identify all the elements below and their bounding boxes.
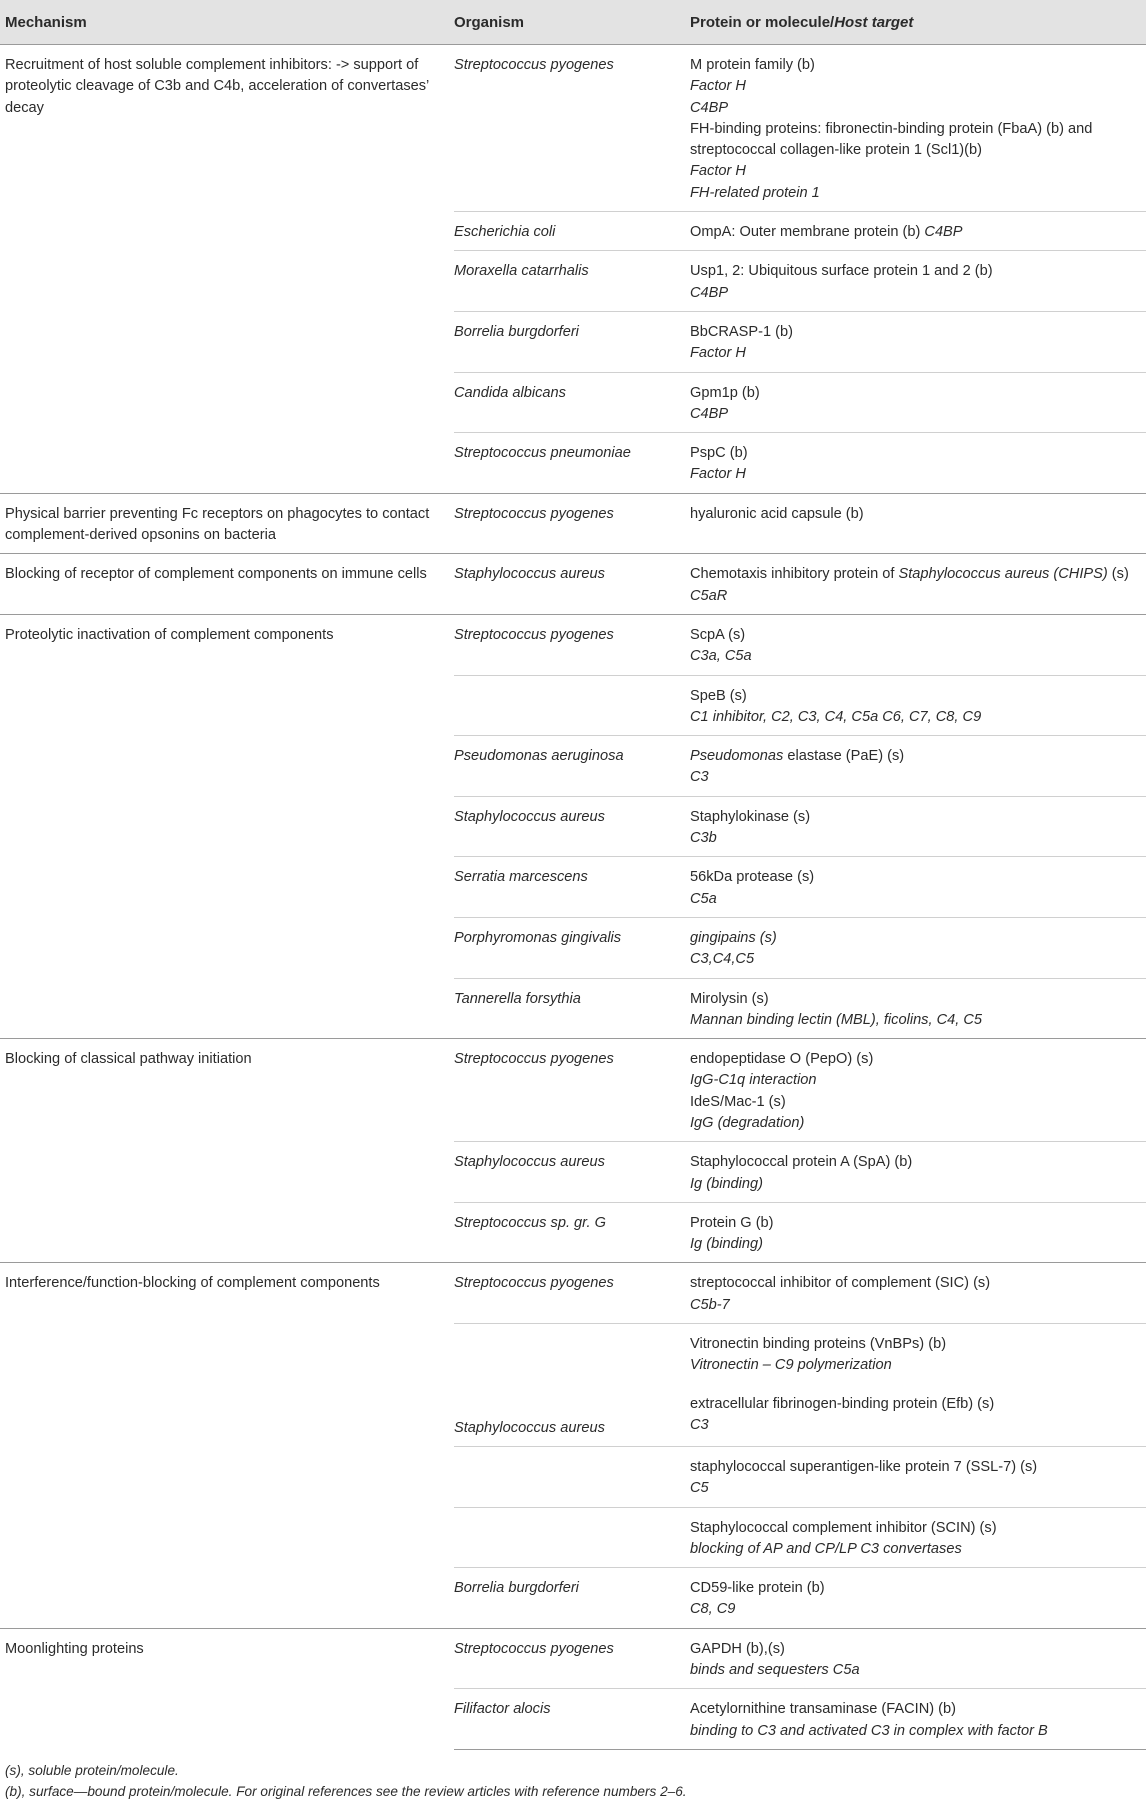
header-protein-host-target <box>690 0 1146 45</box>
protein-line <box>690 1578 1138 1599</box>
mechanism-cell: Blocking of classical pathway initiation <box>0 1039 454 1263</box>
line-text: C1 inhibitor, C2, C3, C4, C5a C6, C7, C8, C9 <box>690 708 982 725</box>
line-text: C3a, C5a <box>690 648 752 665</box>
protein-line <box>690 564 1138 585</box>
table-row <box>0 614 1146 675</box>
line-text: C8, C9 <box>690 1601 736 1618</box>
organism-cell: Moraxella catarrhalis <box>454 251 690 312</box>
protein-cell <box>690 45 1146 212</box>
protein-line <box>690 1394 1138 1415</box>
line-text: Vitronectin binding proteins (VnBPs) (b) <box>690 1336 947 1353</box>
host-target-line <box>690 1234 1138 1255</box>
protein-line <box>690 625 1138 646</box>
line-text: C3,C4,C5 <box>690 951 755 968</box>
protein-cell <box>690 1039 1146 1142</box>
protein-line <box>690 1518 1138 1539</box>
mechanism-cell: Moonlighting proteins <box>0 1628 454 1749</box>
host-target-line <box>690 161 1138 182</box>
protein-cell <box>690 1568 1146 1629</box>
footnote: (s), soluble protein/molecule. <box>5 1762 179 1778</box>
host-target-line <box>690 828 1138 849</box>
organism-cell: Staphylococcus aureus <box>454 1142 690 1203</box>
protein-cell <box>690 857 1146 918</box>
host-target-line <box>690 1010 1138 1031</box>
line-text: IgG-C1q interaction <box>690 1072 817 1089</box>
protein-cell <box>690 917 1146 978</box>
host-target-line <box>690 889 1138 910</box>
protein-line <box>690 1639 1138 1660</box>
organism-cell: Tannerella forsythia <box>454 978 690 1039</box>
line-text: PspC (b) <box>690 445 748 462</box>
line-text: Chemotaxis inhibitory protein of <box>690 566 899 583</box>
line-text: extracellular fibrinogen-binding protein (Efb) (s) <box>690 1395 995 1412</box>
line-text: IdeS/Mac-1 (s) <box>690 1093 786 1110</box>
protein-line <box>690 989 1138 1010</box>
line-text: streptococcal inhibitor of complement (SIC) (s) <box>690 1275 991 1292</box>
protein-line <box>690 504 1138 525</box>
protein-cell <box>690 1507 1146 1568</box>
line-text: C4BP <box>690 99 729 116</box>
protein-line <box>690 1457 1138 1478</box>
organism-cell: Staphylococcus aureus <box>454 796 690 857</box>
line-text: Factor H <box>690 345 746 362</box>
line-text: Ig (binding) <box>690 1175 764 1192</box>
table-row <box>0 554 1146 615</box>
line-text: C3 <box>690 1416 709 1433</box>
protein-cell <box>690 251 1146 312</box>
host-target-line <box>690 586 1138 607</box>
line-text: C5b-7 <box>690 1296 730 1313</box>
organism-cell: Streptococcus pyogenes <box>454 1263 690 1324</box>
line-text: FH-related protein 1 <box>690 184 820 201</box>
host-target-line <box>690 183 1138 204</box>
line-text: C3b <box>690 830 717 847</box>
protein-cell <box>690 1202 1146 1263</box>
line-text: Gpm1p (b) <box>690 384 760 401</box>
line-text: C4BP <box>690 284 729 301</box>
table-row <box>0 1628 1146 1689</box>
line-text: staphylococcal superantigen-like protein 7 (SSL-7) (s) <box>690 1458 1038 1475</box>
line-text: hyaluronic acid capsule (b) <box>690 505 864 522</box>
protein-line <box>690 1334 1138 1355</box>
host-target-line <box>690 1721 1138 1742</box>
host-target-line <box>690 1174 1138 1195</box>
organism-cell <box>454 1507 690 1568</box>
host-target-line <box>690 1599 1138 1620</box>
line-tail-text: (s) <box>1107 566 1129 583</box>
host-target-line <box>690 746 1138 767</box>
host-target-line <box>690 928 1138 949</box>
line-text: C4BP <box>690 405 729 422</box>
host-target-line <box>690 1660 1138 1681</box>
protein-line <box>690 1092 1138 1113</box>
protein-cell <box>690 796 1146 857</box>
organism-cell: Streptococcus pyogenes <box>454 1039 690 1142</box>
line-text: Acetylornithine transaminase (FACIN) (b) <box>690 1701 957 1718</box>
organism-cell: Streptococcus sp. gr. G <box>454 1202 690 1263</box>
protein-cell <box>690 1628 1146 1689</box>
protein-cell <box>690 1446 1146 1507</box>
mechanism-cell: Blocking of receptor of complement components on immune cells <box>0 554 454 615</box>
protein-cell <box>690 1263 1146 1324</box>
line-text: OmpA: Outer membrane protein (b) <box>690 224 925 241</box>
organism-cell <box>454 1324 690 1384</box>
organism-cell: Streptococcus pyogenes <box>454 493 690 554</box>
protein-line <box>690 322 1138 343</box>
mechanism-cell: Physical barrier preventing Fc receptors on phagocytes to contact complement-derived opsonins on bacteria <box>0 493 454 554</box>
table-header <box>0 0 1146 45</box>
line-text: GAPDH (b),(s) <box>690 1640 785 1657</box>
protein-cell <box>690 311 1146 372</box>
table-row <box>0 45 1146 212</box>
host-target-line <box>690 707 1138 728</box>
protein-line <box>690 1049 1138 1070</box>
line-text: C5 <box>690 1480 709 1497</box>
host-target-line <box>690 283 1138 304</box>
organism-cell: Streptococcus pyogenes <box>454 45 690 212</box>
line-text: gingipains (s) <box>690 929 777 946</box>
line-text: Factor H <box>690 466 746 483</box>
line-text: IgG (degradation) <box>690 1114 805 1131</box>
protein-cell <box>690 978 1146 1039</box>
organism-cell: Staphylococcus aureus <box>454 1419 605 1436</box>
line-text: 56kDa protease (s) <box>690 869 815 886</box>
table-footnotes <box>0 1750 1146 1802</box>
protein-line <box>690 1699 1138 1720</box>
host-target-line <box>690 464 1138 485</box>
mechanism-cell: Interference/function-blocking of complement components <box>0 1263 454 1628</box>
host-target-line <box>690 1539 1138 1560</box>
organism-cell: Streptococcus pyogenes <box>454 1628 690 1689</box>
host-target-line <box>690 1295 1138 1316</box>
protein-cell <box>690 614 1146 675</box>
line-text: M protein family (b) <box>690 57 815 73</box>
header-protein-prefix: Protein or molecule/ <box>690 13 835 31</box>
line-text: Mannan binding lectin (MBL), ficolins, C4, C5 <box>690 1011 983 1028</box>
line-text: Vitronectin – C9 polymerization <box>690 1357 892 1374</box>
organism-cell: Borrelia burgdorferi <box>454 311 690 372</box>
protein-line <box>690 1213 1138 1234</box>
mechanism-cell: Recruitment of host soluble complement inhibitors: -> support of proteolytic cleavage of C3b and C4b, acceleration of convertases’ decay <box>0 45 454 494</box>
line-text: Factor H <box>690 78 746 95</box>
header-organism: Organism <box>454 0 690 45</box>
table-body <box>0 45 1146 1750</box>
host-target-line <box>690 646 1138 667</box>
host-target-line <box>690 767 1138 788</box>
mechanism-cell: Proteolytic inactivation of complement components <box>0 614 454 1038</box>
protein-cell <box>690 1689 1146 1750</box>
protein-cell <box>690 675 1146 736</box>
line-italic-text: Staphylococcus aureus (CHIPS) <box>898 566 1108 583</box>
organism-cell: Staphylococcus aureus <box>454 554 690 615</box>
organism-cell: Borrelia burgdorferi <box>454 1568 690 1629</box>
protein-line <box>690 1152 1138 1173</box>
line-plain-text: elastase (PaE) (s) <box>783 748 905 765</box>
organism-cell <box>454 675 690 736</box>
line-text: Mirolysin (s) <box>690 990 769 1007</box>
host-target-line <box>690 949 1138 970</box>
line-text: Usp1, 2: Ubiquitous surface protein 1 and 2 (b) <box>690 263 993 280</box>
line-text: SpeB (s) <box>690 687 747 704</box>
line-text: ScpA (s) <box>690 626 746 643</box>
protein-line <box>690 1273 1138 1294</box>
host-target-line <box>690 76 1138 97</box>
line-text: Protein G (b) <box>690 1214 774 1231</box>
protein-cell <box>690 736 1146 797</box>
header-mechanism: Mechanism <box>0 0 454 45</box>
table-row <box>0 1263 1146 1324</box>
line-text: Staphylococcal protein A (SpA) (b) <box>690 1154 913 1171</box>
organism-cell: Filifactor alocis <box>454 1689 690 1750</box>
organism-cell: Serratia marcescens <box>454 857 690 918</box>
protein-cell <box>690 372 1146 433</box>
protein-line <box>690 55 1138 76</box>
organism-cell <box>454 1446 690 1507</box>
line-text: Ig (binding) <box>690 1236 764 1253</box>
host-target-line <box>690 404 1138 425</box>
host-target-line <box>690 1113 1138 1134</box>
protein-cell <box>690 554 1146 615</box>
line-text: binding to C3 and activated C3 in complex with factor B <box>690 1722 1048 1739</box>
line-text: blocking of AP and CP/LP C3 convertases <box>690 1540 962 1557</box>
protein-line <box>690 383 1138 404</box>
organism-cell: Pseudomonas aeruginosa <box>454 736 690 797</box>
host-target-line <box>690 1070 1138 1091</box>
protein-cell <box>690 433 1146 494</box>
line-text: Factor H <box>690 163 746 180</box>
protein-line <box>690 261 1138 282</box>
protein-line <box>690 867 1138 888</box>
line-text: Staphylokinase (s) <box>690 808 811 825</box>
table-row <box>0 493 1146 554</box>
line-text: BbCRASP-1 (b) <box>690 323 793 340</box>
line-text: C5a <box>690 890 717 907</box>
protein-cell <box>690 212 1146 251</box>
line-text: Pseudomonas <box>690 748 784 765</box>
line-italic-text: C4BP <box>924 224 963 241</box>
host-target-line <box>690 343 1138 364</box>
line-text: FH-binding proteins: fibronectin-binding protein (FbaA) (b) and streptococcal collagen-like protein 1 (Scl1)(b) <box>690 120 1093 159</box>
line-text: endopeptidase O (PepO) (s) <box>690 1051 874 1068</box>
protein-cell <box>690 1384 1146 1447</box>
line-text: C5aR <box>690 587 728 604</box>
organism-cell: Streptococcus pyogenes <box>454 614 690 675</box>
organism-cell: Escherichia coli <box>454 212 690 251</box>
host-target-line <box>690 1355 1138 1376</box>
header-host-target: Host target <box>834 13 914 31</box>
organism-cell: Streptococcus pneumoniae <box>454 433 690 494</box>
protein-line <box>690 686 1138 707</box>
line-text: CD59-like protein (b) <box>690 1580 825 1597</box>
line-text: C3 <box>690 769 709 786</box>
protein-cell <box>690 493 1146 554</box>
table-row <box>0 1039 1146 1142</box>
host-target-line <box>690 1415 1138 1436</box>
footnote: (b), surface—bound protein/molecule. For original references see the review articles with reference numbers 2–6. <box>5 1783 687 1799</box>
protein-line <box>690 443 1138 464</box>
protein-line <box>690 807 1138 828</box>
host-target-line <box>690 98 1138 119</box>
organism-cell: Porphyromonas gingivalis <box>454 917 690 978</box>
host-target-line <box>690 1478 1138 1499</box>
protein-cell <box>690 1142 1146 1203</box>
line-text: binds and sequesters C5a <box>690 1662 860 1679</box>
protein-cell <box>690 1324 1146 1384</box>
line-text: Staphylococcal complement inhibitor (SCIN) (s) <box>690 1519 997 1536</box>
organism-cell: Candida albicans <box>454 372 690 433</box>
protein-line <box>690 222 1138 243</box>
protein-line <box>690 119 1138 162</box>
